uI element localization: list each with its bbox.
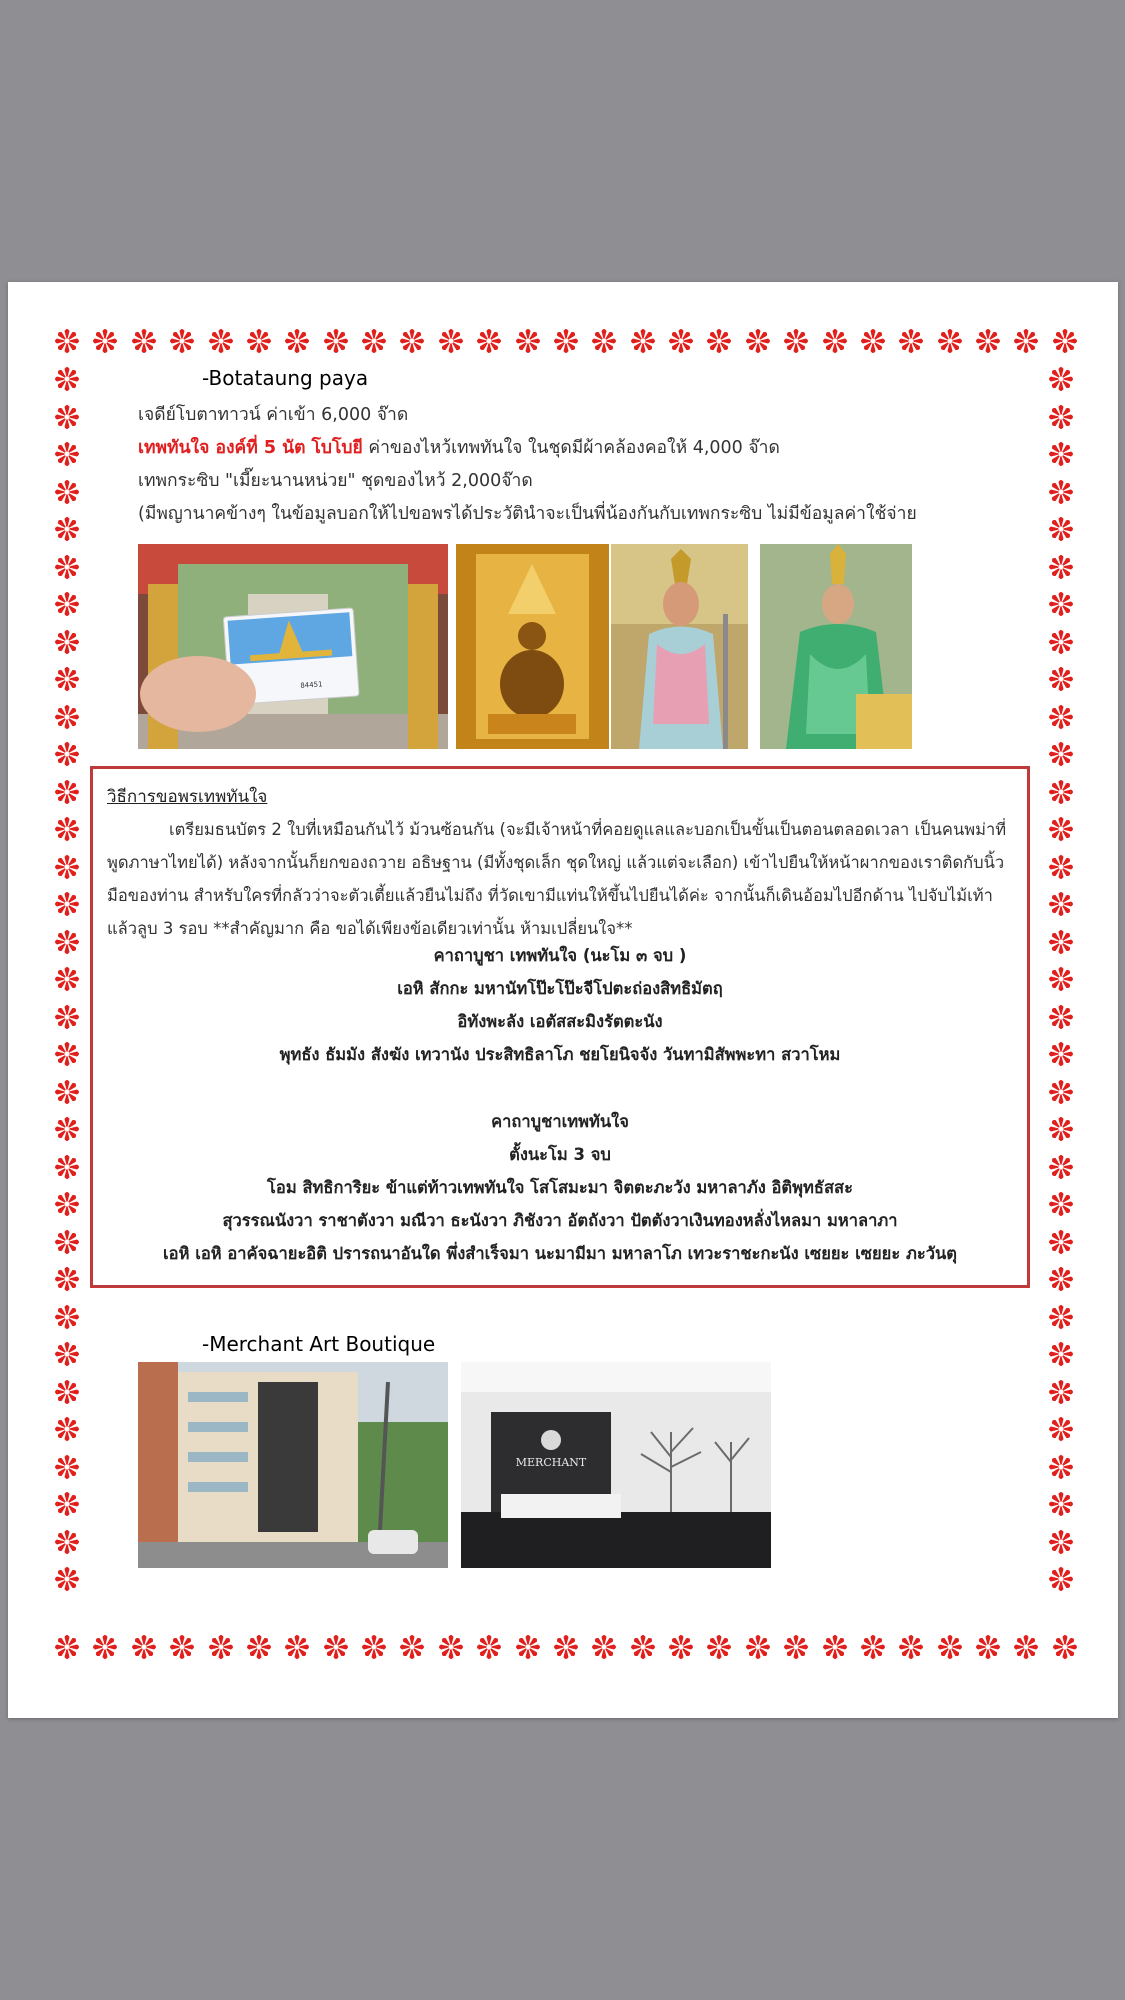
asterisk-flower-icon [52,1377,82,1407]
asterisk-flower-icon [1046,664,1076,694]
asterisk-flower-icon [90,1632,120,1662]
asterisk-flower-icon [1046,1039,1076,1069]
asterisk-flower-icon [973,326,1003,356]
asterisk-flower-icon [1046,1152,1076,1182]
asterisk-flower-icon [206,326,236,356]
asterisk-flower-icon [513,1632,543,1662]
asterisk-flower-icon [52,664,82,694]
asterisk-flower-icon [1046,1264,1076,1294]
asterisk-flower-icon [129,1632,159,1662]
asterisk-flower-icon [1046,889,1076,919]
asterisk-flower-icon [1046,439,1076,469]
asterisk-flower-icon [1046,739,1076,769]
asterisk-flower-icon [52,1452,82,1482]
asterisk-flower-icon [52,1077,82,1107]
asterisk-flower-icon [52,326,82,356]
asterisk-flower-icon [704,326,734,356]
asterisk-flower-icon [1046,702,1076,732]
asterisk-flower-icon [167,326,197,356]
ticket-photo [138,544,448,749]
decorative-border-left [52,364,86,1594]
asterisk-flower-icon [52,514,82,544]
asterisk-flower-icon [359,1632,389,1662]
chant1-title: คาถาบูชา เทพทันใจ (นะโม ๓ จบ ) [433,946,687,965]
decorative-border-bottom [52,1632,1080,1666]
asterisk-flower-icon [52,1302,82,1332]
asterisk-flower-icon [666,1632,696,1662]
asterisk-flower-icon [1046,1002,1076,1032]
asterisk-flower-icon [52,1264,82,1294]
thep-than-jai-statue-photo [611,544,748,749]
decorative-border-top [52,326,1080,360]
chant1-line3: พุทธัง ธัมมัง สังฆัง เทวานัง ประสิทธิลาโภ ชยโยนิจจัง วันทามิสัพพะทา สวาโหม [279,1045,841,1064]
asterisk-flower-icon [52,402,82,432]
whisper-deity-line: เทพกระซิบ "เมี๊ยะนานหน่วย" ชุดของไหว้ 2,000จ๊าด [138,471,533,491]
asterisk-flower-icon [551,326,581,356]
asterisk-flower-icon [628,326,658,356]
deity-name-highlight: เทพทันใจ องค์ที่ 5 นัต โบโบยี [138,438,363,458]
asterisk-flower-icon [1046,514,1076,544]
asterisk-flower-icon [52,1152,82,1182]
asterisk-flower-icon [52,852,82,882]
chant2-subtitle: ตั้งนะโม 3 จบ [509,1145,611,1164]
chant2-title: คาถาบูชาเทพทันใจ [491,1112,629,1131]
asterisk-flower-icon [1046,964,1076,994]
asterisk-flower-icon [781,326,811,356]
asterisk-flower-icon [321,1632,351,1662]
asterisk-flower-icon [52,814,82,844]
asterisk-flower-icon [52,1564,82,1594]
asterisk-flower-icon [1046,1377,1076,1407]
offering-price-text: ค่าของไหว้เทพทันใจ ในชุดมีผ้าคล้องคอให้ 4,000 จ๊าด [362,438,780,458]
asterisk-flower-icon [52,1632,82,1662]
asterisk-flower-icon [896,326,926,356]
asterisk-flower-icon [52,477,82,507]
buddha-shrine-photo [456,544,609,749]
asterisk-flower-icon [52,1039,82,1069]
asterisk-flower-icon [858,1632,888,1662]
chant2-line1: โอม สิทธิการิยะ ข้าแต่ท้าวเทพทันใจ โสโสมะมา จิตตะภะวัง มหาลาภัง อิติพุทธัสสะ [267,1178,853,1197]
asterisk-flower-icon [244,326,274,356]
asterisk-flower-icon [1046,1227,1076,1257]
asterisk-flower-icon [858,326,888,356]
offering-line [138,433,780,461]
asterisk-flower-icon [52,552,82,582]
asterisk-flower-icon [820,326,850,356]
asterisk-flower-icon [397,1632,427,1662]
asterisk-flower-icon [52,1114,82,1144]
asterisk-flower-icon [1046,1527,1076,1557]
wishing-instructions: เตรียมธนบัตร 2 ใบที่เหมือนกันไว้ ม้วนซ้อนกัน (จะมีเจ้าหน้าที่คอยดูแลและบอกเป็นขั้นเป็นตอนตลอดเวลา เป็นคนพม่าที่พูดภาษาไทยได้) หลังจากนั้นก็ยกของถวาย อธิษฐาน (มีทั้งชุดเล็ก ชุดใหญ่ แล้วแต่จะเลือก) เข้าไปยืนให้หน้าผากของเราติดกับนิ้วมือของท่าน สำหรับใครที่กลัวว่าจะตัวเตี้ยแล้วยืนไม่ถึง ที่วัดเขามีแท่นให้ขึ้นไปยืนได้ค่ะ จากนั้นก็เดินอ้อมไปอีกด้าน ไปจับไม้เท้าแล้วลูบ 3 รอบ **สำคัญมาก คือ ขอได้เพียงข้อเดียวเท่านั้น ห้ามเปลี่ยนใจ** [107,820,1007,938]
chant2-line3: เอหิ เอหิ อาคัจฉายะอิติ ปรารถนาอันใด พึ่งสำเร็จมา นะมามีมา มหาลาโภ เทวะราชะกะนัง เซยยะ เซยยะ ภะวันตุ [163,1244,957,1263]
chant2-line2: สุวรรณนังวา ราชาตังวา มณีวา ธะนังวา ภิชังวา อัตถังวา ปัตตังวาเงินทองหลั่งไหลมา มหาลาภา [222,1211,898,1230]
asterisk-flower-icon [1046,1339,1076,1369]
asterisk-flower-icon [52,1002,82,1032]
asterisk-flower-icon [1046,364,1076,394]
asterisk-flower-icon [52,364,82,394]
asterisk-flower-icon [973,1632,1003,1662]
asterisk-flower-icon [589,1632,619,1662]
asterisk-flower-icon [896,1632,926,1662]
asterisk-flower-icon [628,1632,658,1662]
asterisk-flower-icon [282,326,312,356]
asterisk-flower-icon [282,1632,312,1662]
naga-note-line: (มีพญานาคข้างๆ ในข้อมูลบอกให้ไปขอพรได้ประวัตินำจะเป็นพี่น้องกันกับเทพกระซิบ ไม่มีข้อมูลค่าใช้จ่าย [138,504,917,524]
asterisk-flower-icon [1011,1632,1041,1662]
asterisk-flower-icon [474,1632,504,1662]
asterisk-flower-icon [436,326,466,356]
asterisk-flower-icon [397,326,427,356]
decorative-border-right [1046,364,1080,1594]
asterisk-flower-icon [935,326,965,356]
hotel-lobby-photo [461,1362,771,1568]
chant1-line1: เอหิ สักกะ มหานัทโป๊ะโป๊ะจีโปตะถ่องสิทธิมัตฤ [397,979,723,998]
asterisk-flower-icon [589,326,619,356]
asterisk-flower-icon [704,1632,734,1662]
document-page [8,282,1118,1718]
asterisk-flower-icon [743,1632,773,1662]
asterisk-flower-icon [244,1632,274,1662]
asterisk-flower-icon [1046,477,1076,507]
asterisk-flower-icon [52,739,82,769]
asterisk-flower-icon [52,964,82,994]
whisper-deity-statue-photo [760,544,912,749]
merchant-sign: MERCHANT [515,1456,587,1469]
asterisk-flower-icon [1046,927,1076,957]
asterisk-flower-icon [935,1632,965,1662]
asterisk-flower-icon [1046,777,1076,807]
asterisk-flower-icon [1046,1414,1076,1444]
asterisk-flower-icon [52,1227,82,1257]
asterisk-flower-icon [52,627,82,657]
asterisk-flower-icon [551,1632,581,1662]
asterisk-flower-icon [90,326,120,356]
asterisk-flower-icon [436,1632,466,1662]
wishing-method-box [90,766,1030,1288]
asterisk-flower-icon [52,777,82,807]
asterisk-flower-icon [52,927,82,957]
asterisk-flower-icon [359,326,389,356]
asterisk-flower-icon [52,1527,82,1557]
asterisk-flower-icon [52,1489,82,1519]
asterisk-flower-icon [1046,1189,1076,1219]
asterisk-flower-icon [666,326,696,356]
section-title-botataung: -Botataung paya [202,366,369,390]
wishing-method-title: วิธีการขอพรเทพทันใจ [107,787,268,807]
asterisk-flower-icon [52,1339,82,1369]
asterisk-flower-icon [1046,1489,1076,1519]
asterisk-flower-icon [1046,589,1076,619]
asterisk-flower-icon [52,439,82,469]
asterisk-flower-icon [1046,402,1076,432]
asterisk-flower-icon [1011,326,1041,356]
asterisk-flower-icon [513,326,543,356]
section-title-merchant: -Merchant Art Boutique [202,1332,436,1356]
asterisk-flower-icon [474,326,504,356]
asterisk-flower-icon [1046,1564,1076,1594]
asterisk-flower-icon [1046,1077,1076,1107]
asterisk-flower-icon [52,1189,82,1219]
asterisk-flower-icon [167,1632,197,1662]
asterisk-flower-icon [743,326,773,356]
asterisk-flower-icon [1050,326,1080,356]
asterisk-flower-icon [1046,1114,1076,1144]
asterisk-flower-icon [52,889,82,919]
hotel-exterior-photo [138,1362,448,1568]
asterisk-flower-icon [52,702,82,732]
asterisk-flower-icon [206,1632,236,1662]
asterisk-flower-icon [1050,1632,1080,1662]
asterisk-flower-icon [52,1414,82,1444]
asterisk-flower-icon [1046,814,1076,844]
asterisk-flower-icon [1046,1302,1076,1332]
asterisk-flower-icon [1046,1452,1076,1482]
asterisk-flower-icon [781,1632,811,1662]
asterisk-flower-icon [1046,627,1076,657]
asterisk-flower-icon [1046,552,1076,582]
ticket-number: 84451 [300,680,323,690]
asterisk-flower-icon [321,326,351,356]
entry-fee-line: เจดีย์โบตาทาวน์ ค่าเข้า 6,000 จ๊าด [138,405,409,425]
asterisk-flower-icon [820,1632,850,1662]
asterisk-flower-icon [1046,852,1076,882]
asterisk-flower-icon [129,326,159,356]
chant1-line2: อิทังพะลัง เอตัสสะมิงรัตตะนัง [457,1012,663,1031]
asterisk-flower-icon [52,589,82,619]
